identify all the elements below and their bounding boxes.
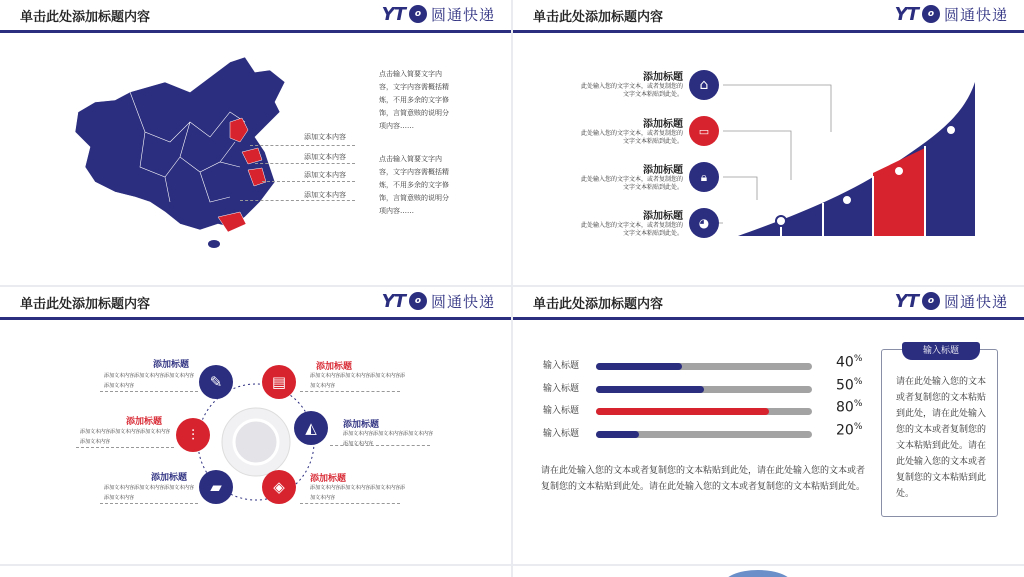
progress-fill xyxy=(596,386,704,393)
growth-item-1 xyxy=(579,68,683,99)
growth-item-title: 添加标题 xyxy=(643,72,683,83)
slide-title[interactable]: 单击此处添加标题内容 xyxy=(20,297,151,312)
logo-ring: o xyxy=(409,292,427,310)
growth-fill xyxy=(738,82,975,236)
growth-item-4 xyxy=(579,207,683,238)
slide-title[interactable]: 单击此处添加标题内容 xyxy=(533,10,664,25)
growth-item-2 xyxy=(579,115,683,146)
cycle-text-2: 添加文本内容添加文本内容添加文本内容添加文本内容 xyxy=(310,373,406,389)
logo-ring: o xyxy=(922,5,940,23)
slide-next-left[interactable] xyxy=(0,566,511,577)
progress-percent-value: 20 xyxy=(836,422,854,439)
brand-logo xyxy=(895,290,1008,312)
tag-icon: ◈ xyxy=(262,470,296,504)
title-divider xyxy=(0,30,511,33)
progress-row xyxy=(543,422,873,444)
percent-sign: % xyxy=(853,399,863,409)
cycle-title-2: 添加标题 xyxy=(316,362,353,372)
logo-mark: YT xyxy=(381,3,405,25)
map-mainland xyxy=(75,57,285,230)
slide-next-right[interactable] xyxy=(513,566,1024,577)
pin-label-1: 添加文本内容 xyxy=(304,133,346,141)
pin-line-1 xyxy=(250,145,355,146)
milestone-3 xyxy=(894,166,904,176)
growth-item-text: 此处输入您的文字文本，或者复制您的文字文本粘贴到此处。 xyxy=(580,83,683,98)
title-divider xyxy=(0,317,511,320)
sliders-icon: ⫶ xyxy=(176,418,210,452)
cycle-line-4 xyxy=(330,445,430,446)
growth-item-title: 添加标题 xyxy=(643,211,683,222)
logo-name: 圆通快递 xyxy=(943,5,1008,24)
progress-percent xyxy=(836,422,862,439)
slide-progress[interactable] xyxy=(513,287,1024,564)
cycle-text-3: 添加文本内容添加文本内容添加文本内容添加文本内容 xyxy=(80,429,171,445)
home-icon: ⌂ xyxy=(689,70,719,100)
cycle-title-3: 添加标题 xyxy=(126,417,163,427)
growth-item-text: 此处输入您的文字文本，或者复制您的文字文本粘贴到此处。 xyxy=(580,176,683,191)
slide-cycle[interactable] xyxy=(0,287,511,564)
chat-icon: ◕ xyxy=(689,208,719,238)
pin-label-4: 添加文本内容 xyxy=(304,191,346,199)
growth-item-text: 此处输入您的文字文本，或者复制您的文字文本粘贴到此处。 xyxy=(580,222,683,237)
percent-sign: % xyxy=(853,354,863,364)
progress-track xyxy=(596,363,812,370)
progress-percent xyxy=(836,377,862,394)
cycle-title-6: 添加标题 xyxy=(310,474,347,484)
progress-fill xyxy=(596,408,769,415)
map-hainan xyxy=(208,240,220,248)
progress-row xyxy=(543,354,873,376)
cycle-line-1 xyxy=(100,391,198,392)
info-box-title: 输入标题 xyxy=(902,342,980,360)
map-text-block-2: 点击输入简要文字内容，文字内容需概括精炼，不用多余的文字修饰，言简意赅的说明分项内容…… xyxy=(379,155,449,215)
pencil-icon: ✎ xyxy=(199,365,233,399)
progress-label: 输入标题 xyxy=(543,429,580,439)
megaphone-icon: ◭ xyxy=(294,411,328,445)
cycle-line-2 xyxy=(300,391,400,392)
progress-track xyxy=(596,386,812,393)
progress-fill xyxy=(596,431,639,438)
progress-row xyxy=(543,399,873,421)
logo-name: 圆通快递 xyxy=(430,292,495,311)
slide-title[interactable]: 单击此处添加标题内容 xyxy=(20,10,151,25)
growth-item-title: 添加标题 xyxy=(643,119,683,130)
progress-percent-value: 80 xyxy=(836,399,854,416)
milestone-2 xyxy=(842,195,852,205)
logo-ring: o xyxy=(922,292,940,310)
logo-mark: YT xyxy=(381,290,405,312)
progress-label: 输入标题 xyxy=(543,384,580,394)
map-text-block-1: 点击输入简要文字内容，文字内容需概括精炼，不用多余的文字修饰，言简意赅的说明分项内容…… xyxy=(379,70,449,130)
pin-line-2 xyxy=(255,163,355,164)
cycle-title-1: 添加标题 xyxy=(153,360,190,370)
brand-logo xyxy=(895,3,1008,25)
cycle-line-6 xyxy=(300,503,400,504)
growth-item-text: 此处输入您的文字文本，或者复制您的文字文本粘贴到此处。 xyxy=(580,130,683,145)
slide-title[interactable]: 单击此处添加标题内容 xyxy=(533,297,664,312)
slide-map[interactable] xyxy=(0,0,511,285)
milestone-1 xyxy=(776,216,786,226)
lock-icon: 🔒︎ xyxy=(689,162,719,192)
milestone-4 xyxy=(946,125,956,135)
logo-mark: YT xyxy=(894,290,918,312)
cycle-title-5: 添加标题 xyxy=(151,473,188,483)
pin-label-3: 添加文本内容 xyxy=(304,171,346,179)
growth-step-red xyxy=(873,148,925,236)
progress-percent xyxy=(836,399,862,416)
progress-label: 输入标题 xyxy=(543,361,580,371)
progress-paragraph: 请在此处输入您的文本或者复制您的文本粘贴到此处，请在此处输入您的文本或者复制您的文本粘贴到此处。请在此处输入您的文本或者复制您的文本粘贴到此处。 xyxy=(541,466,866,492)
cycle-text-5: 添加文本内容添加文本内容添加文本内容添加文本内容 xyxy=(104,485,195,501)
info-box-text: 请在此处输入您的文本或者复制您的文本粘贴到此处，请在此处输入您的文本或者复制您的文本粘贴到此处。请在此处输入您的文本或者复制您的文本粘贴到此处。 xyxy=(896,377,987,499)
cycle-text-1: 添加文本内容添加文本内容添加文本内容添加文本内容 xyxy=(104,373,195,389)
growth-item-3 xyxy=(579,161,683,192)
truck-icon: ▰ xyxy=(199,470,233,504)
connector-2 xyxy=(723,131,791,180)
info-box xyxy=(881,346,998,517)
connector-1 xyxy=(723,85,831,132)
logo-mark: YT xyxy=(894,3,918,25)
pin-label-2: 添加文本内容 xyxy=(304,153,346,161)
slide-growth[interactable] xyxy=(513,0,1024,285)
pin-line-4 xyxy=(240,200,355,201)
pin-line-3 xyxy=(262,181,355,182)
logo-ring: o xyxy=(409,5,427,23)
center-disc-inner xyxy=(234,420,278,464)
growth-chart xyxy=(713,78,983,240)
title-divider xyxy=(513,30,1024,33)
progress-percent-value: 40 xyxy=(836,354,854,371)
cycle-text-6: 添加文本内容添加文本内容添加文本内容添加文本内容 xyxy=(310,485,406,501)
percent-sign: % xyxy=(853,422,863,432)
progress-label: 输入标题 xyxy=(543,406,580,416)
progress-fill xyxy=(596,363,682,370)
brand-logo xyxy=(382,290,495,312)
progress-track xyxy=(596,408,812,415)
document-icon: ▤ xyxy=(262,365,296,399)
progress-percent-value: 50 xyxy=(836,377,854,394)
cycle-line-3 xyxy=(76,447,174,448)
progress-track xyxy=(596,431,812,438)
logo-name: 圆通快递 xyxy=(943,292,1008,311)
growth-item-title: 添加标题 xyxy=(643,165,683,176)
cycle-text-4: 添加文本内容添加文本内容添加文本内容添加文本内容 xyxy=(343,431,434,447)
china-map xyxy=(70,52,310,252)
partial-graphic xyxy=(723,570,793,577)
cycle-line-5 xyxy=(100,503,198,504)
logo-name: 圆通快递 xyxy=(430,5,495,24)
brand-logo xyxy=(382,3,495,25)
progress-row xyxy=(543,377,873,399)
battery-icon: ▭ xyxy=(689,116,719,146)
percent-sign: % xyxy=(853,377,863,387)
progress-percent xyxy=(836,354,862,371)
connector-3 xyxy=(723,177,757,200)
title-divider xyxy=(513,317,1024,320)
cycle-title-4: 添加标题 xyxy=(343,420,380,430)
